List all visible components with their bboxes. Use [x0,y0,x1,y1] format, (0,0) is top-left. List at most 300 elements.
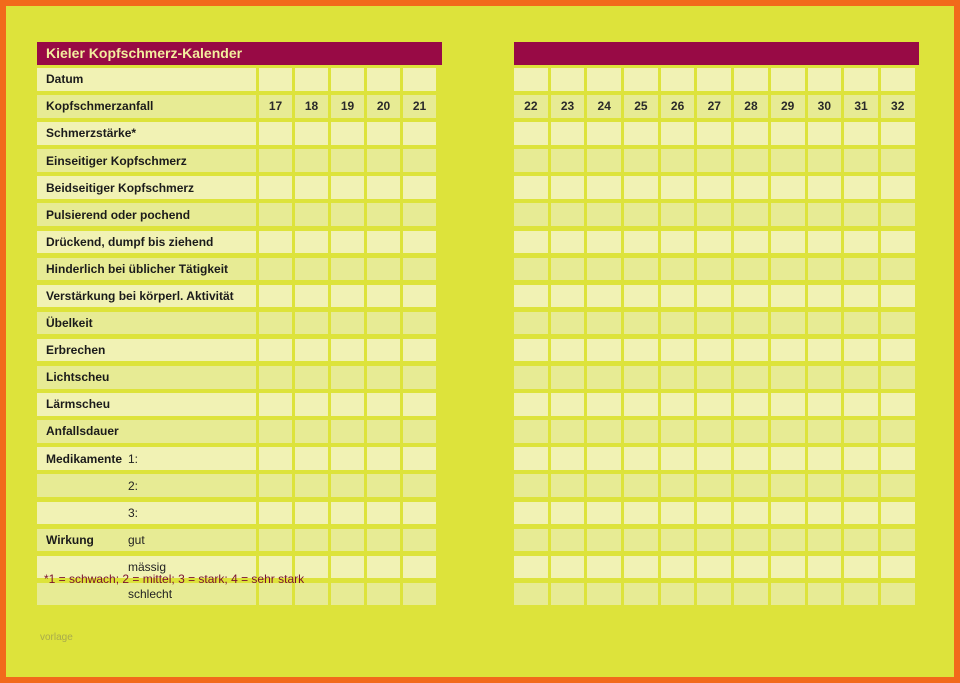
entry-cell[interactable] [734,176,768,199]
entry-cell[interactable] [331,583,364,606]
entry-cell[interactable] [808,68,842,91]
entry-cell[interactable] [734,339,768,362]
entry-cell[interactable] [771,149,805,172]
entry-cell[interactable] [259,231,292,254]
entry-cell[interactable] [259,258,292,281]
entry-cell[interactable] [295,203,328,226]
entry-cell[interactable] [551,339,585,362]
entry-cell[interactable] [367,149,400,172]
entry-cell[interactable] [697,529,731,552]
entry-cell[interactable] [259,312,292,335]
entry-cell[interactable] [403,149,436,172]
entry-cell[interactable] [771,203,805,226]
entry-cell[interactable] [661,68,695,91]
entry-cell[interactable] [514,556,548,579]
day-number-cell[interactable]: 32 [881,95,915,118]
entry-cell[interactable] [771,339,805,362]
entry-cell[interactable] [514,447,548,470]
entry-cell[interactable] [697,258,731,281]
entry-cell[interactable] [331,231,364,254]
entry-cell[interactable] [403,122,436,145]
entry-cell[interactable] [551,231,585,254]
day-number-cell[interactable]: 27 [697,95,731,118]
entry-cell[interactable] [514,149,548,172]
entry-cell[interactable] [514,122,548,145]
entry-cell[interactable] [514,393,548,416]
entry-cell[interactable] [808,312,842,335]
entry-cell[interactable] [403,420,436,443]
entry-cell[interactable] [881,556,915,579]
entry-cell[interactable] [844,258,878,281]
entry-cell[interactable] [734,68,768,91]
entry-cell[interactable] [587,122,621,145]
entry-cell[interactable] [259,176,292,199]
day-number-cell[interactable]: 30 [808,95,842,118]
entry-cell[interactable] [295,502,328,525]
entry-cell[interactable] [551,203,585,226]
entry-cell[interactable] [734,502,768,525]
entry-cell[interactable] [587,203,621,226]
entry-cell[interactable] [624,176,658,199]
entry-cell[interactable] [367,583,400,606]
entry-cell[interactable] [259,474,292,497]
entry-cell[interactable] [771,285,805,308]
entry-cell[interactable] [881,149,915,172]
entry-cell[interactable] [661,258,695,281]
day-number-cell[interactable]: 26 [661,95,695,118]
entry-cell[interactable] [259,339,292,362]
entry-cell[interactable] [808,583,842,606]
entry-cell[interactable] [881,393,915,416]
entry-cell[interactable] [295,339,328,362]
entry-cell[interactable] [403,583,436,606]
entry-cell[interactable] [881,447,915,470]
entry-cell[interactable] [295,529,328,552]
entry-cell[interactable] [844,203,878,226]
entry-cell[interactable] [551,149,585,172]
entry-cell[interactable] [734,556,768,579]
entry-cell[interactable] [661,231,695,254]
entry-cell[interactable] [808,502,842,525]
day-number-cell[interactable]: 20 [367,95,400,118]
entry-cell[interactable] [367,529,400,552]
entry-cell[interactable] [551,502,585,525]
entry-cell[interactable] [587,366,621,389]
entry-cell[interactable] [367,447,400,470]
entry-cell[interactable] [844,502,878,525]
entry-cell[interactable] [624,149,658,172]
entry-cell[interactable] [259,366,292,389]
entry-cell[interactable] [587,502,621,525]
entry-cell[interactable] [881,231,915,254]
entry-cell[interactable] [881,420,915,443]
entry-cell[interactable] [624,231,658,254]
entry-cell[interactable] [771,68,805,91]
entry-cell[interactable] [331,366,364,389]
entry-cell[interactable] [661,502,695,525]
entry-cell[interactable] [697,366,731,389]
entry-cell[interactable] [403,203,436,226]
day-number-cell[interactable]: 29 [771,95,805,118]
entry-cell[interactable] [734,366,768,389]
entry-cell[interactable] [624,366,658,389]
entry-cell[interactable] [259,447,292,470]
entry-cell[interactable] [551,312,585,335]
entry-cell[interactable] [844,420,878,443]
entry-cell[interactable] [771,502,805,525]
entry-cell[interactable] [403,556,436,579]
entry-cell[interactable] [661,176,695,199]
entry-cell[interactable] [661,556,695,579]
entry-cell[interactable] [367,258,400,281]
entry-cell[interactable] [624,556,658,579]
entry-cell[interactable] [734,583,768,606]
entry-cell[interactable] [331,339,364,362]
entry-cell[interactable] [403,474,436,497]
entry-cell[interactable] [734,203,768,226]
entry-cell[interactable] [881,176,915,199]
entry-cell[interactable] [403,68,436,91]
entry-cell[interactable] [551,447,585,470]
entry-cell[interactable] [881,366,915,389]
entry-cell[interactable] [367,122,400,145]
entry-cell[interactable] [661,149,695,172]
entry-cell[interactable] [697,393,731,416]
entry-cell[interactable] [551,176,585,199]
entry-cell[interactable] [697,122,731,145]
entry-cell[interactable] [697,176,731,199]
entry-cell[interactable] [661,203,695,226]
entry-cell[interactable] [697,203,731,226]
entry-cell[interactable] [734,447,768,470]
entry-cell[interactable] [331,420,364,443]
entry-cell[interactable] [295,68,328,91]
entry-cell[interactable] [514,502,548,525]
entry-cell[interactable] [367,285,400,308]
entry-cell[interactable] [367,312,400,335]
entry-cell[interactable] [295,393,328,416]
entry-cell[interactable] [331,529,364,552]
entry-cell[interactable] [259,203,292,226]
day-number-cell[interactable]: 23 [551,95,585,118]
entry-cell[interactable] [881,68,915,91]
entry-cell[interactable] [295,258,328,281]
entry-cell[interactable] [881,339,915,362]
entry-cell[interactable] [661,474,695,497]
entry-cell[interactable] [661,285,695,308]
entry-cell[interactable] [587,285,621,308]
entry-cell[interactable] [624,285,658,308]
entry-cell[interactable] [844,366,878,389]
entry-cell[interactable] [624,258,658,281]
entry-cell[interactable] [844,339,878,362]
day-number-cell[interactable]: 31 [844,95,878,118]
entry-cell[interactable] [367,203,400,226]
day-number-cell[interactable]: 28 [734,95,768,118]
entry-cell[interactable] [734,231,768,254]
entry-cell[interactable] [587,149,621,172]
entry-cell[interactable] [734,285,768,308]
entry-cell[interactable] [771,447,805,470]
entry-cell[interactable] [514,176,548,199]
entry-cell[interactable] [331,149,364,172]
entry-cell[interactable] [844,556,878,579]
entry-cell[interactable] [295,312,328,335]
entry-cell[interactable] [295,474,328,497]
entry-cell[interactable] [734,312,768,335]
entry-cell[interactable] [661,122,695,145]
entry-cell[interactable] [624,420,658,443]
entry-cell[interactable] [624,583,658,606]
entry-cell[interactable] [697,285,731,308]
entry-cell[interactable] [697,312,731,335]
entry-cell[interactable] [808,149,842,172]
entry-cell[interactable] [259,529,292,552]
entry-cell[interactable] [331,447,364,470]
entry-cell[interactable] [551,366,585,389]
entry-cell[interactable] [808,258,842,281]
entry-cell[interactable] [551,285,585,308]
entry-cell[interactable] [403,366,436,389]
entry-cell[interactable] [403,529,436,552]
entry-cell[interactable] [808,122,842,145]
entry-cell[interactable] [403,447,436,470]
entry-cell[interactable] [661,447,695,470]
entry-cell[interactable] [331,312,364,335]
entry-cell[interactable] [367,339,400,362]
day-number-cell[interactable]: 24 [587,95,621,118]
entry-cell[interactable] [259,393,292,416]
entry-cell[interactable] [295,583,328,606]
entry-cell[interactable] [514,285,548,308]
entry-cell[interactable] [808,366,842,389]
entry-cell[interactable] [661,393,695,416]
entry-cell[interactable] [367,502,400,525]
entry-cell[interactable] [734,529,768,552]
entry-cell[interactable] [661,529,695,552]
entry-cell[interactable] [624,122,658,145]
entry-cell[interactable] [697,583,731,606]
entry-cell[interactable] [514,420,548,443]
entry-cell[interactable] [808,556,842,579]
entry-cell[interactable] [551,122,585,145]
entry-cell[interactable] [367,393,400,416]
entry-cell[interactable] [259,420,292,443]
entry-cell[interactable] [259,285,292,308]
entry-cell[interactable] [295,149,328,172]
entry-cell[interactable] [734,149,768,172]
entry-cell[interactable] [881,583,915,606]
entry-cell[interactable] [844,68,878,91]
entry-cell[interactable] [697,420,731,443]
entry-cell[interactable] [587,474,621,497]
entry-cell[interactable] [697,556,731,579]
entry-cell[interactable] [624,203,658,226]
entry-cell[interactable] [551,68,585,91]
entry-cell[interactable] [881,122,915,145]
entry-cell[interactable] [808,231,842,254]
entry-cell[interactable] [808,447,842,470]
entry-cell[interactable] [587,339,621,362]
entry-cell[interactable] [331,68,364,91]
entry-cell[interactable] [514,583,548,606]
entry-cell[interactable] [551,529,585,552]
entry-cell[interactable] [295,285,328,308]
day-number-cell[interactable]: 22 [514,95,548,118]
entry-cell[interactable] [551,474,585,497]
entry-cell[interactable] [661,339,695,362]
entry-cell[interactable] [771,474,805,497]
entry-cell[interactable] [771,258,805,281]
entry-cell[interactable] [367,366,400,389]
entry-cell[interactable] [808,285,842,308]
entry-cell[interactable] [514,366,548,389]
entry-cell[interactable] [844,393,878,416]
entry-cell[interactable] [514,258,548,281]
entry-cell[interactable] [367,176,400,199]
entry-cell[interactable] [624,529,658,552]
entry-cell[interactable] [587,420,621,443]
entry-cell[interactable] [771,556,805,579]
entry-cell[interactable] [734,474,768,497]
entry-cell[interactable] [697,339,731,362]
day-number-cell[interactable]: 25 [624,95,658,118]
entry-cell[interactable] [697,231,731,254]
entry-cell[interactable] [624,312,658,335]
entry-cell[interactable] [331,122,364,145]
entry-cell[interactable] [661,420,695,443]
entry-cell[interactable] [514,474,548,497]
entry-cell[interactable] [295,231,328,254]
entry-cell[interactable] [367,231,400,254]
entry-cell[interactable] [844,312,878,335]
entry-cell[interactable] [697,447,731,470]
entry-cell[interactable] [661,583,695,606]
entry-cell[interactable] [881,502,915,525]
entry-cell[interactable] [403,339,436,362]
entry-cell[interactable] [367,556,400,579]
entry-cell[interactable] [367,474,400,497]
entry-cell[interactable] [514,339,548,362]
entry-cell[interactable] [697,68,731,91]
entry-cell[interactable] [331,285,364,308]
entry-cell[interactable] [551,556,585,579]
entry-cell[interactable] [587,176,621,199]
entry-cell[interactable] [295,447,328,470]
entry-cell[interactable] [514,312,548,335]
entry-cell[interactable] [624,502,658,525]
entry-cell[interactable] [808,529,842,552]
entry-cell[interactable] [624,68,658,91]
entry-cell[interactable] [587,529,621,552]
entry-cell[interactable] [587,231,621,254]
entry-cell[interactable] [331,474,364,497]
entry-cell[interactable] [881,474,915,497]
entry-cell[interactable] [771,231,805,254]
entry-cell[interactable] [661,312,695,335]
entry-cell[interactable] [697,149,731,172]
entry-cell[interactable] [295,122,328,145]
entry-cell[interactable] [771,393,805,416]
entry-cell[interactable] [624,393,658,416]
entry-cell[interactable] [808,393,842,416]
entry-cell[interactable] [808,203,842,226]
entry-cell[interactable] [331,502,364,525]
entry-cell[interactable] [514,68,548,91]
entry-cell[interactable] [844,176,878,199]
entry-cell[interactable] [587,312,621,335]
entry-cell[interactable] [771,176,805,199]
entry-cell[interactable] [259,68,292,91]
entry-cell[interactable] [844,583,878,606]
entry-cell[interactable] [771,122,805,145]
entry-cell[interactable] [587,258,621,281]
day-number-cell[interactable]: 21 [403,95,436,118]
entry-cell[interactable] [551,583,585,606]
entry-cell[interactable] [331,556,364,579]
entry-cell[interactable] [587,556,621,579]
entry-cell[interactable] [734,258,768,281]
entry-cell[interactable] [808,176,842,199]
entry-cell[interactable] [624,474,658,497]
entry-cell[interactable] [771,312,805,335]
entry-cell[interactable] [734,420,768,443]
entry-cell[interactable] [844,447,878,470]
day-number-cell[interactable]: 18 [295,95,328,118]
entry-cell[interactable] [771,366,805,389]
entry-cell[interactable] [295,366,328,389]
entry-cell[interactable] [259,122,292,145]
entry-cell[interactable] [587,447,621,470]
entry-cell[interactable] [881,203,915,226]
entry-cell[interactable] [259,149,292,172]
entry-cell[interactable] [514,231,548,254]
entry-cell[interactable] [259,502,292,525]
entry-cell[interactable] [587,393,621,416]
entry-cell[interactable] [844,122,878,145]
entry-cell[interactable] [367,68,400,91]
entry-cell[interactable] [808,474,842,497]
entry-cell[interactable] [403,176,436,199]
entry-cell[interactable] [331,203,364,226]
entry-cell[interactable] [881,285,915,308]
entry-cell[interactable] [403,231,436,254]
entry-cell[interactable] [587,68,621,91]
entry-cell[interactable] [808,339,842,362]
entry-cell[interactable] [697,474,731,497]
entry-cell[interactable] [844,285,878,308]
entry-cell[interactable] [624,339,658,362]
entry-cell[interactable] [771,583,805,606]
entry-cell[interactable] [844,474,878,497]
entry-cell[interactable] [771,420,805,443]
entry-cell[interactable] [295,176,328,199]
entry-cell[interactable] [551,258,585,281]
entry-cell[interactable] [514,203,548,226]
entry-cell[interactable] [403,258,436,281]
entry-cell[interactable] [403,285,436,308]
entry-cell[interactable] [697,502,731,525]
entry-cell[interactable] [587,583,621,606]
entry-cell[interactable] [403,502,436,525]
entry-cell[interactable] [551,393,585,416]
entry-cell[interactable] [259,583,292,606]
day-number-cell[interactable]: 19 [331,95,364,118]
entry-cell[interactable] [367,420,400,443]
entry-cell[interactable] [551,420,585,443]
entry-cell[interactable] [624,447,658,470]
entry-cell[interactable] [331,258,364,281]
